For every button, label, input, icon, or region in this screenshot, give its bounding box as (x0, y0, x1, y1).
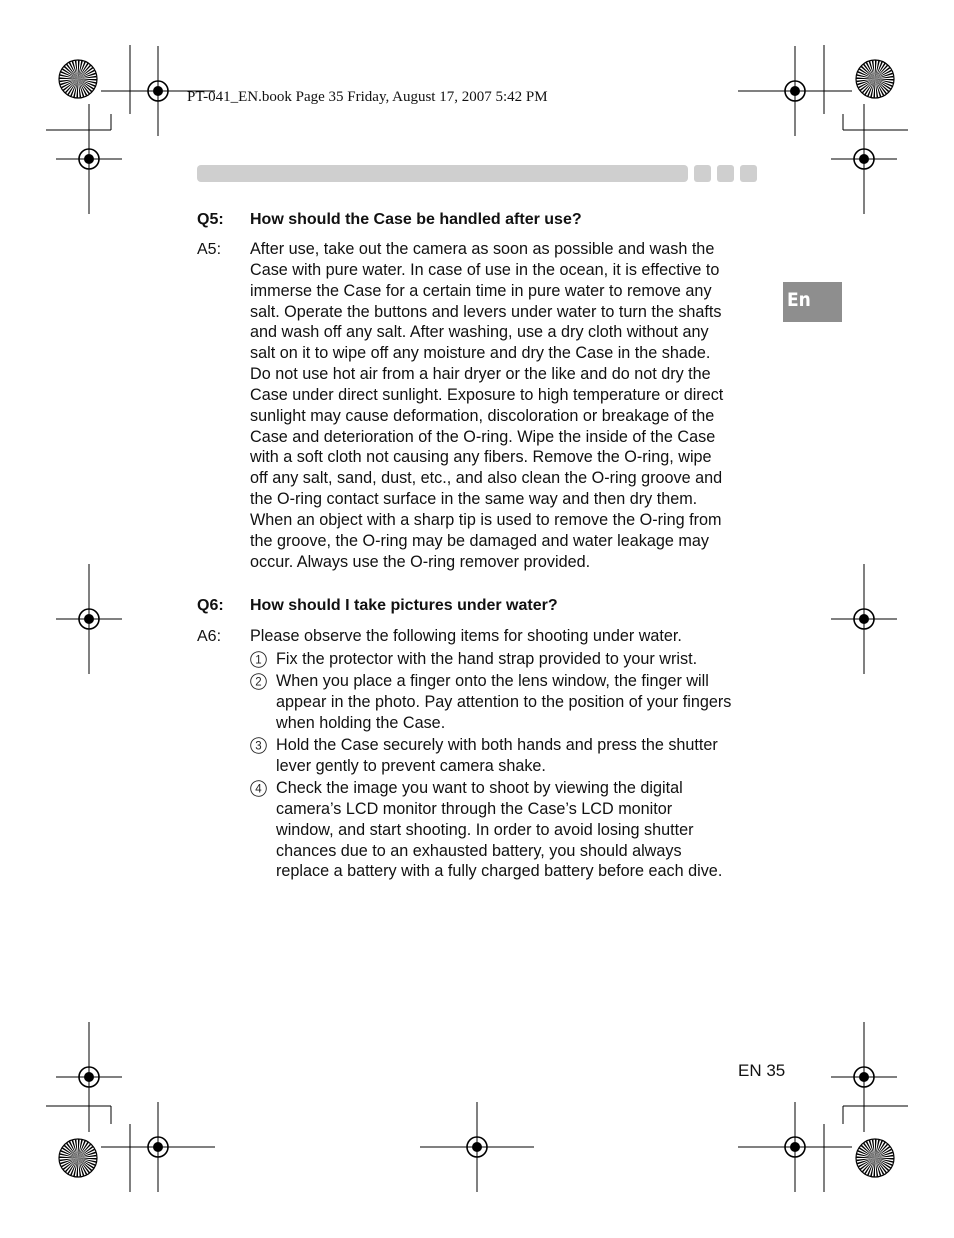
registration-mark (56, 564, 122, 674)
starburst-mark (856, 60, 894, 98)
answer-line: sunlight may cause deformation, discoloration or breakage of the (250, 406, 715, 425)
circled-number (250, 737, 267, 754)
circled-number (250, 651, 267, 668)
svg-text:3: 3 (255, 740, 262, 753)
svg-text:1: 1 (255, 654, 262, 667)
list-item-text (276, 671, 731, 734)
answer-line: off any salt, sand, dust, etc., and also clean the O-ring groove and (250, 469, 723, 488)
list-item-text (276, 649, 697, 670)
q5-question: How should the Case be handled after use? (250, 211, 582, 228)
item-line: camera’s LCD monitor through the Case’s LCD monitor (276, 799, 673, 818)
registration-mark (738, 1102, 852, 1192)
answer-line: the groove, the O-ring may be damaged and water leakage may (250, 531, 709, 550)
registration-mark (101, 1102, 215, 1192)
registration-mark (420, 1102, 534, 1192)
registration-mark (56, 1022, 122, 1132)
starburst-mark (59, 60, 97, 98)
registration-mark (56, 104, 122, 214)
list-item-text (276, 778, 722, 882)
item-line: Fix the protector with the hand strap provided to your wrist. (276, 650, 698, 668)
answer-line: Case and deterioration of the O-ring. Wipe the inside of the Case (250, 427, 716, 446)
registration-mark (738, 46, 852, 136)
item-line: window, and start shooting. In order to avoid losing shutter (276, 820, 694, 839)
language-tab: En (783, 282, 842, 322)
svg-text:2: 2 (255, 676, 262, 689)
answer-line: and wash off any salt. After washing, use a dry cloth without any (250, 323, 709, 342)
answer-line: Do not use hot air from a hair dryer or the like and do not dry the (250, 365, 711, 384)
registration-mark (831, 564, 897, 674)
answer-line: salt on it to wipe off any moisture and dry the Case in the shade. (250, 344, 711, 363)
item-line: Hold the Case securely with both hands and press the shutter (276, 736, 718, 754)
registration-mark (831, 1022, 897, 1132)
a5-answer (250, 239, 760, 573)
answer-line: occur. Always use the O-ring remover provided. (250, 552, 591, 571)
answer-line: immerse the Case for a certain time in pure water to remove any (250, 281, 712, 300)
answer-line: with a soft cloth not causing any fibers. Remove the O-ring, wipe (250, 448, 712, 467)
header-square (740, 165, 757, 182)
answer-line: the O-ring contact surface in the same way and then dry them. (250, 490, 698, 509)
item-line: replace a battery with a fully charged battery before each dive. (276, 862, 723, 881)
item-line: appear in the photo. Pay attention to the position of your fingers (276, 692, 732, 711)
item-line: lever gently to prevent camera shake. (276, 756, 546, 775)
item-line: when holding the Case. (276, 713, 446, 732)
print-info: PT-041_EN.book Page 35 Friday, August 17, 2007 5:42 PM (187, 89, 548, 105)
starburst-mark (59, 1139, 97, 1177)
answer-line: After use, take out the camera as soon as possible and wash the (250, 240, 715, 258)
circled-number (250, 673, 267, 690)
header-square (694, 165, 711, 182)
page-number: EN 35 (738, 1061, 786, 1080)
answer-line: Case with pure water. In case of use in the ocean, it is effective to (250, 260, 720, 279)
q6-label: Q6: (197, 597, 224, 614)
list-item-text (276, 735, 718, 777)
a6-label: A6: (197, 628, 222, 645)
item-line: Check the image you want to shoot by viewing the digital (276, 779, 683, 797)
a6-intro: Please observe the following items for shooting under water. (250, 627, 682, 645)
answer-line: When an object with a sharp tip is used to remove the O-ring from (250, 510, 722, 529)
header-square (717, 165, 734, 182)
header-bar (197, 165, 688, 182)
q5-label: Q5: (197, 211, 224, 228)
starburst-mark (856, 1139, 894, 1177)
a5-label: A5: (197, 241, 222, 258)
svg-text:4: 4 (255, 783, 262, 796)
q6-question: How should I take pictures under water? (250, 597, 558, 614)
item-line: chances due to an exhausted battery, you should always (276, 841, 682, 860)
item-line: When you place a finger onto the lens window, the finger will (276, 672, 709, 690)
registration-mark (831, 104, 897, 214)
answer-line: Case under direct sunlight. Exposure to high temperature or direct (250, 385, 724, 404)
answer-line: salt. Operate the buttons and levers under water to turn the shafts (250, 302, 722, 321)
circled-number (250, 780, 267, 797)
